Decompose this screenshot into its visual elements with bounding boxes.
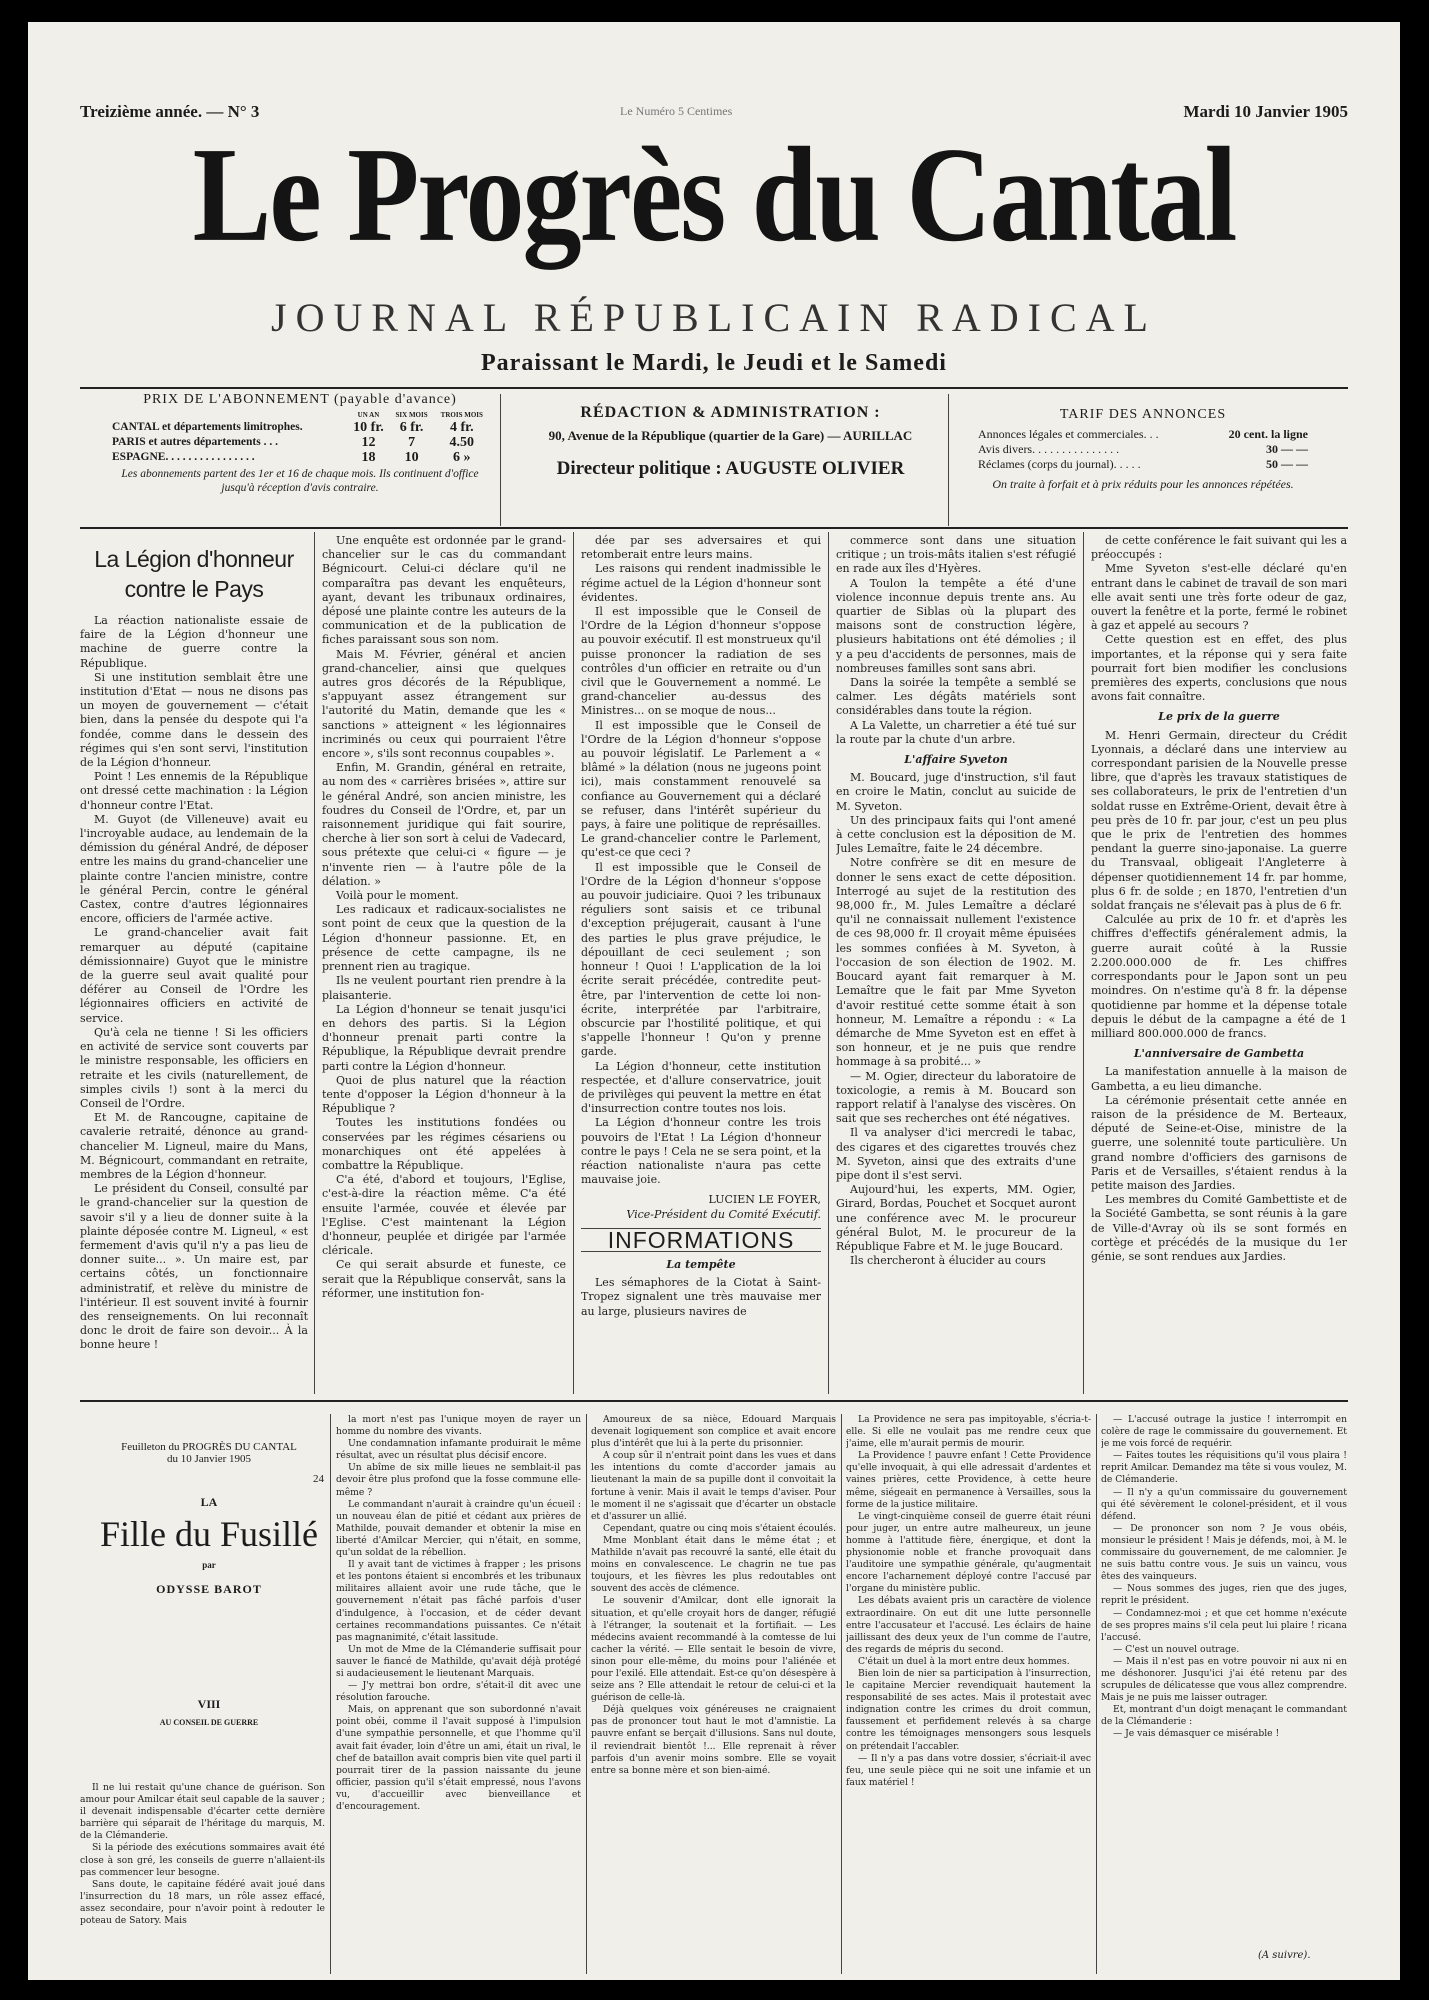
paragraph: Un abîme de six mille lieues ne semblait-il pas devoir être plus profond que la fosse commune elle-même ?	[336, 1462, 581, 1498]
paragraph: Les débats avaient pris un caractère de violence extraordinaire. On eut dit une lutte personnelle entre l'accusateur et l'accusé. Les éclairs de haine jaillissant des deux yeux de l'un comme de l'autre, des regards de mépris du second.	[846, 1595, 1091, 1655]
paragraph: La réaction nationaliste essaie de faire de la Légion d'honneur une machine de guerre contre la République.	[80, 614, 308, 670]
paragraph: Il est impossible que le Conseil de l'Ordre de la Légion d'honneur s'oppose au pouvoir exécutif. Il est monstrueux qu'il puisse prononcer la radiation de ses contrôles d'un officier en retraite ou d'un civil que le Gouvernement a nommé. Le grand-chancelier au-dessus des Ministres... on se moque de nous...	[581, 605, 821, 718]
paragraph: Enfin, M. Grandin, général en retraite, au nom des « carrières brisées », attire sur le général André, son ancien ministre, les foudres du Conseil de l'Ordre, et, par un raisonnement juridique qui fait sourire, cherche à lier son sort à celui de Vadecard, sous prétexte que celui-ci « figure — je n'invente rien — à l'autre pôle de la délation. »	[322, 761, 566, 888]
paragraph: — Il n'y a qu'un commissaire du gouvernement qui été sévèrement le colonel-président, et il vous défend.	[1101, 1486, 1347, 1522]
ad-rates-note: On traite à forfait et à prix réduits pour les annonces répétées.	[992, 477, 1294, 491]
paragraph: Sans doute, le capitaine fédéré avait joué dans l'insurrection du 18 mars, un rôle assez effacé, assez secondaire, pour n'avoir point à redouter le poteau de Satory. Mais	[80, 1878, 325, 1927]
feuilleton-article: LA	[200, 1495, 218, 1509]
subscription-note: Les abonnements partent des 1er et 16 de chaque mois. Ils continuent d'office jusqu'à réception d'avis contraire.	[121, 468, 479, 494]
feuilleton-date: du 10 Janvier 1905	[166, 1453, 251, 1465]
paragraph: Le vingt-cinquième conseil de guerre était réuni pour juger, un entre autre malheureux, un jeune homme à l'attitude fière, énergique, et dont la physionomie noble et franche provoquait dans l'auditoire une sympathie générale, qu'augmentait encore l'acharnement déployé contre l'accusé par l'organe du ministère public.	[846, 1510, 1091, 1595]
to-be-continued: (A suivre).	[1258, 1950, 1311, 1961]
paragraph: Aujourd'hui, les experts, MM. Ogier, Girard, Bordas, Pouchet et Socquet auront une conférence avec M. le procureur général Bulot, M. le procureur de la République Fabre et M. le juge Boucard.	[836, 1183, 1076, 1253]
paragraph: Il est impossible que le Conseil de l'Ordre de la Légion d'honneur s'oppose au pouvoir judiciaire. Quoi ? les tribunaux réguliers sont saisis et ce tribunal d'exception préjugerait, causant à l'une des parties le plus grave préjudice, le dépouillant de ceci seulement ; son honneur ! Quoi ! L'application de la loi écrite serait précédée, contredite peut-être, par l'intervention de cette loi non-écrite, interprétée par l'arbitraire, obscurcie par l'hostilité politique, et qui s'appelle l'honneur ! Qu'on y prenne garde.	[581, 860, 821, 1059]
paragraph: Une condamnation infamante produirait le même résultat, avec un résultat plus décisif encore.	[336, 1438, 581, 1462]
paragraph: Et M. de Rancougne, capitaine de cavalerie retraité, dénonce au grand-chancelier M. Ligneul, maire du Mans, M. Bégnicourt, commandant en retraite, membres de la Légion d'honneur.	[80, 1111, 308, 1181]
masthead-subtitle: JOURNAL RÉPUBLICAIN RADICAL	[271, 295, 1157, 340]
ad-rates-box	[978, 407, 1308, 527]
feuilleton-column-4	[846, 1414, 1091, 1974]
paragraph: Ils ne veulent pourtant rien prendre à la plaisanterie.	[322, 974, 566, 1002]
subscription-periods	[110, 410, 490, 420]
paragraph: Cette question est en effet, des plus importantes, et la réponse qui y sera faite pourrait fort bien modifier les conclusions premières des experts, conclusions que nous avons fait connaître.	[1091, 633, 1347, 704]
issue-date: Mardi 10 Janvier 1905	[1183, 102, 1348, 121]
column-rule	[330, 1414, 331, 1974]
paragraph: Mais, on apprenant que son subordonné n'avait point obéi, comme il l'avait supposé à l'impulsion d'une sympathie personnelle, et que l'homme qu'il avait fait évader, loin d'être un ami, était un rival, le chef de bataillon avait compris bien vite quel parti il pourrait tirer de la passion naissante du jeune officier, passion qu'il s'était empressé, nous l'avons vu, d'accueillir avec bienveillance et d'encouragement.	[336, 1704, 581, 1812]
paragraph: Ils chercheront à élucider au cours	[850, 1254, 1046, 1268]
paragraph: — De prononcer son nom ? Je vous obéis, monsieur le président ! Mais je défends, moi, à M. le commissaire du gouvernement, de me calomnier. Je ne suis battu contre vous. Je suis un vaincu, vous êtes des vainqueurs.	[1101, 1522, 1347, 1583]
subscription-row: PARIS et autres départements . . . 12 7 4.50	[112, 435, 475, 450]
paragraph: — L'accusé outrage la justice ! interrompit en colère de rage le commissaire du gouvernement. Et je me vois forcé de requérir.	[1101, 1414, 1347, 1450]
article-signature: LUCIEN LE FOYER,	[708, 1193, 821, 1207]
paragraph: A Toulon la tempête a été d'une violence inconnue depuis trente ans. Au quartier de Siblas où la plupart des maisons sont de construction légère, plusieurs habitations ont été démolies ; il y a peu d'accidents de personnes, mais de nombreuses familles sont sans abri.	[836, 576, 1076, 675]
paragraph: — C'est un nouvel outrage.	[1113, 1643, 1240, 1655]
paragraph: Le souvenir d'Amilcar, dont elle ignorait la situation, et qu'elle croyait hors de danger, réfugié à l'étranger, la soutenait et la fortifiait. — Les médecins avaient recommandé à la comtesse de lui cacher la vérité. — Elle sentait le besoin de vivre, sinon pour elle-même, du moins pour l'aliénée et pour l'exilé. Elle attendait. Est-ce qu'on désespère à seize ans ? Elle attendait le retour de celui-ci et la guérison de celle-là.	[591, 1595, 836, 1704]
subscription-title: PRIX DE L'ABONNEMENT (payable d'avance)	[143, 392, 457, 407]
paragraph: Il est impossible que le Conseil de l'Ordre de la Légion d'honneur s'oppose au pouvoir législatif. Le Parlement a « blâmé » la délation (nous ne jugeons point ici), mais constamment renouvelé sa confiance au Gouvernement qui a déclaré se refuser, dans l'intérêt supérieur du pays, à faire une politique de représailles. Le grand-chancelier contre le Parlement, qu'est-ce que ceci ?	[581, 718, 821, 860]
paragraph: La Légion d'honneur, cette institution respectée, et d'allure conservatrice, jouit de privilèges qui peuvent la mettre en état d'insurrection contre toutes nos lois.	[581, 1059, 821, 1116]
paragraph: La cérémonie présentait cette année en raison de la présidence de M. Berteaux, député de Seine-et-Oise, ministre de la guerre, une solennité toute particulière. Un grand nombre d'officiers des garnisons de Paris et de Versailles, s'étaient rendus à la petite maison des Jardies.	[1091, 1093, 1347, 1192]
feuilleton-author: ODYSSE BAROT	[156, 1582, 262, 1596]
feuilleton-column-5	[1101, 1414, 1347, 1934]
paragraph: Si la période des exécutions sommaires avait été close à son gré, les conseils de guerre n'allaient-ils pas commencer leur besogne.	[80, 1842, 325, 1878]
column-rule	[1096, 1414, 1097, 1974]
subscription-box	[110, 392, 490, 520]
paragraph: Point ! Les ennemis de la République ont dressé cette machination : la Légion d'honneur contre l'Etat.	[80, 770, 308, 812]
paragraph: Et, montrant d'un doigt menaçant le commandant de la Clémanderie :	[1101, 1704, 1347, 1728]
feuilleton-column-3	[591, 1414, 836, 1974]
divider	[500, 394, 501, 526]
paragraph: A La Valette, un charretier a été tué sur la route par la chute d'un arbre.	[836, 718, 1076, 746]
period-label: TROIS MOIS	[440, 411, 483, 419]
paragraph: — Nous sommes des juges, rien que des juges, reprit le président.	[1101, 1583, 1347, 1607]
feuilleton-chapter-title: AU CONSEIL DE GUERRE	[159, 1718, 259, 1727]
feuilleton-header	[94, 1441, 324, 1771]
paragraph: A coup sûr il n'entrait point dans les vues et dans les intentions du comte d'accorder jamais au lieutenant la main de sa pupille dont il convoitait la fortune à venir. Mais il avait le temps d'aviser. Pour le moment il ne s'agissait que d'écarter un obstacle et d'assurer un allié.	[591, 1450, 836, 1522]
paragraph: Les membres du Comité Gambettiste et de la Société Gambetta, se sont réunis à la gare de Ville-d'Avray où ils se sont formés en cortège et précédés de la musique du 1er génie, se sont rendues aux Jardies.	[1091, 1193, 1347, 1263]
ad-rates-title: TARIF DES ANNONCES	[1059, 407, 1227, 422]
paragraph: dée par ses adversaires et qui retomberait entre leurs mains.	[581, 534, 821, 562]
news-column-4	[836, 534, 1076, 1394]
paragraph: Déjà quelques voix généreuses ne craignaient pas de prononcer tout haut le mot d'amnistie. La pauvre enfant se berçait d'illusions. Sans nul doute, il reviendrait bientôt !... Elle reprenait à rêver parfois d'un avenir moins sombre. Elle se voyait entre sa bonne mère et son bien-aimé.	[591, 1704, 836, 1776]
paragraph: Ce qui serait absurde et funeste, ce serait que la République conservât, sans la réformer, une institution fon-	[322, 1258, 566, 1300]
feuilleton-column-2	[336, 1414, 581, 1974]
year-issue: Treizième année. — N° 3	[80, 102, 260, 121]
column-rule	[573, 532, 574, 1394]
redaction-address: 90, Avenue de la République (quartier de la Gare) — AURILLAC	[548, 428, 913, 443]
paragraph: Un mot de Mme de la Clémanderie suffisait pour sauver le fiancé de Mathilde, qu'avait déjà protégé si audacieusement le lieutenant Marquais.	[336, 1643, 581, 1679]
paragraph: M. Boucard, juge d'instruction, s'il faut en croire le Matin, conclut au suicide de M. Syveton.	[836, 771, 1076, 813]
paragraph: Les sémaphores de la Ciotat à Saint-Tropez signalent une très mauvaise mer au large, plusieurs navires de	[581, 1276, 821, 1318]
paragraph: Il y avait tant de victimes à frapper ; les prisons et les pontons étaient si encombrés et les tribunaux militaires allaient avoir une rude tâche, que le gouvernement n'était pas fâché parfois d'user d'indulgence, à l'occasion, et de céder devant certaines recommandations puissantes. Ce n'était pas magnanimité, c'était lassitude.	[336, 1559, 581, 1643]
column-rule	[1083, 532, 1084, 1394]
article-body	[322, 534, 566, 1301]
paragraph: M. Guyot (de Villeneuve) avait eu l'incroyable audace, au lendemain de la démission du général André, de déposer entre les mains du grand-chancelier une plainte contre l'ancien ministre, contre le général Percin, contre le général Castex, contre d'autres légionnaires encore, officiers de l'armée active.	[80, 812, 308, 926]
paragraph: Il va analyser d'ici mercredi le tabac, des cigares et des cigarettes trouvés chez M. Syveton, ainsi que des extraits d'une pipe dont il s'est servi.	[836, 1126, 1076, 1182]
feuilleton-column-1	[80, 1782, 325, 1972]
paragraph: La Providence ! pauvre enfant ! Cette Providence qu'elle invoquait, à qui elle adressait d'ardentes et vaines prières, cette Providence, à cette heure même, siégeait en permanence à Versailles, sous la forme de la justice militaire.	[846, 1450, 1091, 1510]
paragraph: Les raisons qui rendent inadmissible le régime actuel de la Légion d'honneur sont évidentes.	[581, 562, 821, 604]
paragraph: la mort n'est pas l'unique moyen de rayer un homme du nombre des vivants.	[336, 1414, 581, 1438]
section-heading: L'anniversaire de Gambetta	[1133, 1047, 1305, 1061]
section-heading: L'affaire Syveton	[904, 753, 1008, 767]
paragraph: Un des principaux faits qui l'ont amené à cette conclusion est la déposition de M. Jules Lemaître, faite le 24 décembre.	[836, 813, 1076, 856]
paragraph: Mme Monblant était dans le même état ; et Mathilde n'avait pas recouvré la santé, elle était du moins en convalescence. Le chagrin ne tue pas toujours, et les fièvres les plus redoutables ont souvent des accès de clémence.	[591, 1534, 836, 1595]
paragraph: La Légion d'honneur contre les trois pouvoirs de l'Etat ! La Légion d'honneur contre le pays ! Cela ne se sera point, et la réaction nationaliste n'aura pas cette mauvaise joie.	[581, 1116, 821, 1187]
article-column-3	[581, 534, 821, 1394]
ad-rate-row: Avis divers. . . . . . . . . . . . . . . 30 — —	[978, 442, 1308, 456]
political-director: Directeur politique : AUGUSTE OLIVIER	[556, 458, 905, 479]
article-column-1	[80, 534, 308, 1394]
article-column-2	[322, 534, 566, 1394]
rule-top	[80, 387, 1348, 389]
paragraph: Mme Syveton s'est-elle déclaré qu'en entrant dans le cabinet de travail de son mari elle avait senti une très forte odeur de gaz, ouvert la fenêtre et la porte, fermé le robinet à gaz et appelé au secours ?	[1091, 562, 1347, 633]
paragraph: — Faites toutes les réquisitions qu'il vous plaira ! reprit Amilcar. Demandez ma tête si vous voulez, M. de Clémanderie.	[1101, 1450, 1347, 1486]
feuilleton-number: 24	[313, 1473, 324, 1485]
paragraph: La manifestation annuelle à la maison de Gambetta, a eu lieu dimanche.	[1091, 1065, 1347, 1093]
paragraph: Les radicaux et radicaux-socialistes ne sont point de ceux que la question de la Légion d'honneur passionne. Et, en présence de cette campagne, ils ne prennent rien au tragique.	[322, 903, 566, 974]
paragraph: commerce sont dans une situation critique ; un trois-mâts italien s'est réfugié en rade aux îles d'Hyères.	[836, 534, 1076, 576]
column-rule	[841, 1414, 842, 1974]
paragraph: Le commandant n'aurait à craindre qu'un écueil : un nouveau élan de pitié et cédant aux prières de Mathilde, pouvait demander et obtenir la mise en liberté d'Amilcar Mercier, qui n'était, en somme, qu'un soldat de la rébellion.	[336, 1498, 581, 1559]
feuilleton-title: Fille du Fusillé	[99, 1514, 319, 1554]
paragraph: de cette conférence le fait suivant qui les a préoccupés :	[1091, 534, 1347, 562]
redaction-title: RÉDACTION & ADMINISTRATION :	[580, 404, 881, 421]
news-column-5	[1091, 534, 1347, 1394]
paragraph: — Mais il n'est pas en votre pouvoir ni aux ni en me déshonorer. Jusqu'ici j'ai été retenu par des scrupules de délicatesse que vous allez comprendre. Mais je ne puis me laisser outrager.	[1101, 1655, 1347, 1704]
paragraph: M. Henri Germain, directeur du Crédit Lyonnais, a déclaré dans une interview au correspondant parisien de la Nouvelle presse libre, que d'après les travaux statistiques de ses collaborateurs, le prix de l'entretien d'un soldat russe en Extrême-Orient, devait être à peu près de 10 fr. par jour, c'est un peu plus que le prix de l'entretien des hommes pendant la guerre sino-japonaise. La guerre du Transvaal, obligeait l'Angleterre à dépenser quotidiennement 14 fr. par homme, plus 6 fr. de solde ; en 1870, l'entretien d'un soldat français ne s'élevait pas à plus de 6 fr.	[1091, 728, 1347, 913]
feuilleton-par: par	[202, 1560, 216, 1570]
article-body	[80, 614, 308, 1353]
informations-heading: INFORMATIONS	[581, 1228, 821, 1252]
article-headline: La Légion d'honneur contre le Pays	[94, 546, 294, 602]
subscription-row: CANTAL et départements limitrophes. 10 fr. 6 fr. 4 fr.	[112, 420, 474, 435]
redaction-box	[528, 404, 933, 524]
paragraph: Bien loin de nier sa participation à l'insurrection, le capitaine Mercier revendiquait hautement la responsabilité de ses actes. Mais il protestait avec indignation contre les crimes du droit commun, faussement et perfidement relevés à sa charge contre les témoignages mensongers sous lesquels on prétendait l'accabler.	[846, 1667, 1091, 1752]
paragraph: C'était un duel à la mort entre deux hommes.	[858, 1655, 1070, 1667]
paragraph: — M. Ogier, directeur du laboratoire de toxicologie, a remis à M. Boucard son rapport relatif à l'analyse des viscères. On sait que ses recherches ont été négatives.	[836, 1069, 1076, 1126]
column-rule	[586, 1414, 587, 1974]
paragraph: Cependant, quatre ou cinq mois s'étaient écoulés.	[603, 1522, 836, 1534]
paragraph: Mais M. Février, général et ancien grand-chancelier, ainsi que quelques autres gros décorés de la République, s'appuyant assez étrangement sur l'autorité du Matin, demande que les « sanctions » atteignent « les légionnaires incriminés ou ceux qui pourraient l'être encore », s'ils sont reconnus coupables ».	[322, 647, 566, 761]
paragraph: C'a été, d'abord et toujours, l'Eglise, c'est-à-dire la réaction même. C'a été ensuite l'armée, couvée et élevée par l'Eglise. C'est maintenant la Légion d'honneur, peuplée et dirigée par l'armée cléricale.	[322, 1173, 566, 1258]
subscription-table	[110, 410, 490, 465]
paragraph: — Je vais démasquer ce misérable !	[1113, 1728, 1280, 1740]
period-label: UN AN	[357, 411, 380, 419]
paragraph: Qu'à cela ne tienne ! Si les officiers en activité de service sont couverts par le ministre responsable, les officiers en retraite et les civils (naturellement, de simples civils !) sont à la merci du Conseil de l'Ordre.	[80, 1025, 308, 1110]
ad-rate-row: Annonces légales et commerciales. . . 20 cent. la ligne	[978, 427, 1308, 441]
article-signature-role: Vice-Président du Comité Exécutif.	[626, 1207, 821, 1221]
newspaper-page	[28, 22, 1400, 1980]
column-rule	[314, 532, 315, 1394]
publication-frequency: Paraissant le Mardi, le Jeudi et le Samedi	[481, 350, 947, 376]
paragraph: La Légion d'honneur se tenait jusqu'ici en dehors des partis. Si la Légion d'honneur prenait parti contre la République, la République devrait prendre parti contre la Légion d'honneur.	[322, 1002, 566, 1073]
paragraph: Si une institution semblait être une institution d'Etat — nous ne disons pas un moyen de gouvernement — c'était bien, dans la pensée du despote qui l'a fondée, comme dans le dessein des régimes qui s'en sont servi, l'institution de la Légion d'honneur.	[80, 670, 308, 770]
period-label: SIX MOIS	[395, 411, 428, 419]
paragraph: — Condamnez-moi ; et que cet homme n'exécute de ses propres mains s'il cela peut lui plaire ! ricana l'accusé.	[1101, 1607, 1347, 1643]
subscription-row: ESPAGNE. . . . . . . . . . . . . . . . 18 10 6 »	[112, 450, 471, 465]
paragraph: Le président du Conseil, consulté par le grand-chancelier sur la question de savoir s'il y a lieu de donner suite à la plainte déposée contre M. Ligneul, « est fermement d'avis qu'il n'y a pas lieu de donner suite... ». Un maire est, par certains côtés, un fonctionnaire administratif, et relève du ministre de l'intérieur. Il est souvent invité à fournir des renseignements. On lui reconnaît donc le droit de faire son devoir... À la bonne heure !	[80, 1182, 308, 1352]
feuilleton-chapter: VIII	[197, 1697, 221, 1711]
paragraph: Le grand-chancelier avait fait remarquer au député (capitaine démissionnaire) Guyot que le ministre de la guerre seul avait qualité pour déférer au Conseil de l'Ordre les légionnaires officiers en activité de service.	[80, 926, 308, 1025]
paragraph: Toutes les institutions fondées ou conservées par les régimes césariens ou monarchiques ont été appelées à combattre la République.	[322, 1116, 566, 1172]
paragraph: Calculée au prix de 10 fr. et d'après les chiffres d'effectifs généralement admis, la guerre aurait coûté à la Russie 2.200.000.000 de fr. Les chiffres correspondants pour le Japon sont un peu moindres. On n'estime qu'à 8 fr. la dépense quotidienne par homme et la dépense totale depuis le début de la campagne a été de 1 milliard 800.000.000 de francs.	[1091, 913, 1347, 1040]
divider	[948, 394, 949, 526]
paragraph: Voilà pour le moment.	[336, 889, 459, 903]
news-body	[1091, 534, 1347, 1264]
paragraph: Amoureux de sa nièce, Edouard Marquais devenait logiquement son complice et avait encore plus d'intérêt que lui à la perte du prisonnier.	[591, 1414, 836, 1450]
paragraph: Il ne lui restait qu'une chance de guérison. Son amour pour Amilcar était seul capable de la sauver ; il devenait indispensable d'écarter cette dernière barrière qui séparait de l'héritage du marquis, M. de la Clémanderie.	[80, 1782, 325, 1842]
feuilleton-label: Feuilleton du PROGRÈS DU CANTAL	[121, 1441, 297, 1453]
rule-feuilleton	[80, 1400, 1348, 1402]
masthead-title: Le Progrès du Cantal	[192, 119, 1236, 270]
ad-rate-row: Réclames (corps du journal). . . . . 50 — —	[978, 457, 1308, 471]
column-rule	[828, 532, 829, 1394]
paragraph: La Providence ne sera pas impitoyable, s'écria-t-elle. Si elle ne voulait pas me rendre ceux que j'aime, elle m'aurait permis de mourir.	[846, 1414, 1091, 1450]
paragraph: — Il n'y a pas dans votre dossier, s'écriait-il avec feu, une seule pièce qui ne soit une infamie et un faux matériel !	[846, 1752, 1091, 1788]
paragraph: Notre confrère se dit en mesure de donner le sens exact de cette déposition. Interrogé au sujet de la restitution des 98,000 fr., M. Jules Lemaître a déclaré qu'il ne connaissait nullement l'existence de ces 98,000 fr. Il croyait même épuisées les sommes confiées à M. Syveton, à l'occasion de son élection de 1902. M. Boucard ayant fait remarquer à M. Lemaître que le fait par Mme Syveton d'avoir restitué cette somme était à son honneur, M. Lemaître a répondu : « La démarche de Mme Syveton est en effet à son honneur, et je ne puis que rendre hommage à sa probité... »	[836, 856, 1076, 1069]
issue-price: Le Numéro 5 Centimes	[620, 104, 733, 118]
paragraph: — J'y mettrai bon ordre, s'était-il dit avec une résolution farouche.	[336, 1680, 581, 1704]
article-body	[581, 534, 821, 1187]
section-heading: Le prix de la guerre	[1158, 710, 1280, 724]
news-body	[836, 534, 1076, 1268]
paragraph: Quoi de plus naturel que la réaction tente d'opposer la Légion d'honneur à la République ?	[322, 1073, 566, 1116]
paragraph: Dans la soirée la tempête a semblé se calmer. Les dégâts matériels sont considérables dans toute la région.	[836, 676, 1076, 718]
rule-header-bottom	[80, 527, 1348, 529]
paragraph: Une enquête est ordonnée par le grand-chancelier sur le cas du commandant Bégnicourt. Celui-ci déclare qu'il ne comparaîtra pas devant les enquêteurs, ayant, devant les tribunaux ordinaires, déposé une plainte contre les auteurs de la communication et de la publication de fiches paraissant sous son nom.	[322, 534, 566, 647]
section-heading: La tempête	[666, 1257, 736, 1271]
